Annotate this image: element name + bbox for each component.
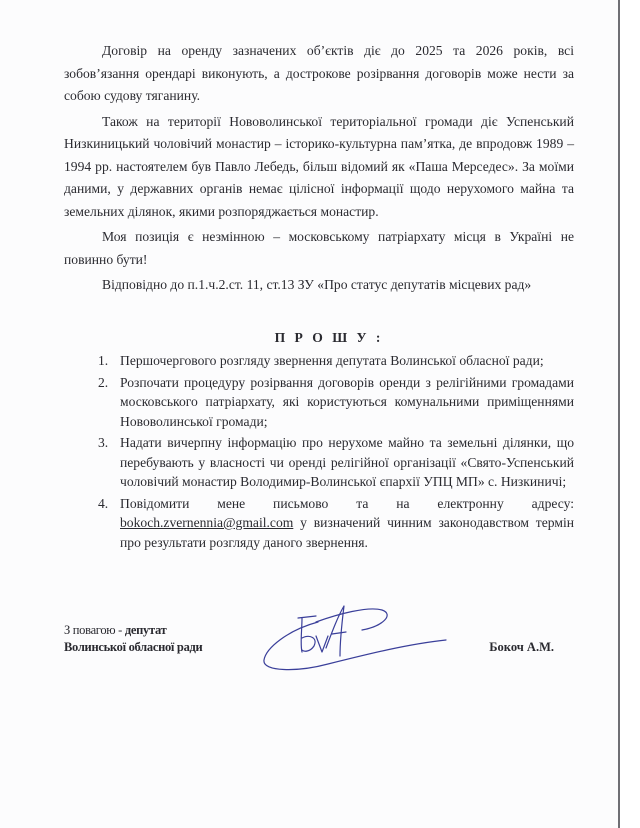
request-number: 1.	[98, 353, 109, 368]
request-text: Надати вичерпну інформацію про нерухоме майно та земельні ділянки, що перебувають у власності чи оренді релігійної організації «Свято-Успенський чоловічий монастир Володимир-Волинської єпархії УПЦ МП» с. Низкиничі;	[120, 435, 574, 489]
paragraph-legal-basis: Відповідно до п.1.ч.2.ст. 11, ст.13 ЗУ «Про статус депутатів місцевих рад»	[102, 277, 532, 292]
paragraph-lease-terms: Договір на оренду зазначених об’єктів діє до 2025 та 2026 років, всі зобов’язання орендарі виконують, а дострокове розірвання договорів може нести за собою судову тяганину.	[64, 43, 574, 103]
request-text-after-email: у визначений чинним законодавством термін про результати розгляду даного звернення.	[120, 515, 574, 550]
request-item	[64, 373, 574, 432]
request-text: Першочергового розгляду звернення депутата Волинської обласної ради;	[120, 353, 544, 368]
request-text: Розпочати процедуру розірвання договорів оренди з релігійними громадами московського патріархату, які користуються комунальними приміщеннями Нововолинської громади;	[120, 374, 574, 429]
request-list	[64, 351, 574, 552]
email-link[interactable]: bokoch.zvernennia@gmail.com	[120, 515, 294, 530]
request-item	[64, 433, 574, 492]
request-text-before-email: Повідомити мене письмово та на електронну адресу:	[120, 495, 574, 511]
paragraph-position: Моя позиція є незмінною – московському патріархату місця в Україні не повинно бути!	[64, 229, 574, 267]
request-item	[64, 494, 574, 553]
closing-title-line2: Волинської обласної ради	[64, 640, 203, 654]
closing-title	[64, 622, 202, 656]
request-number: 3.	[98, 435, 109, 450]
request-item	[64, 351, 574, 371]
signer-name: Бокоч А.М.	[489, 640, 554, 654]
document-body	[64, 40, 574, 554]
request-number: 2.	[98, 374, 109, 390]
request-number: 4.	[98, 495, 109, 511]
closing-title-line1: депутат	[124, 623, 167, 637]
closing-regards: З повагою -	[64, 623, 125, 637]
paragraph-monastery: Також на території Нововолинської територіальної громади діє Успенський Низкиницький чоловічий монастир – історико-культурна пам’ятка, де впродовж 1989 – 1994 рр. настоятелем був Павло Лебедь, більш відомий як «Паша Мерседес». За моїми даними, у державних органів немає цілісної інформації щодо нерухомого майна та земельних ділянок, якими розпоряджається монастир.	[64, 113, 574, 219]
request-heading: П Р О Ш У :	[274, 329, 384, 345]
handwritten-signature-icon	[258, 596, 448, 676]
